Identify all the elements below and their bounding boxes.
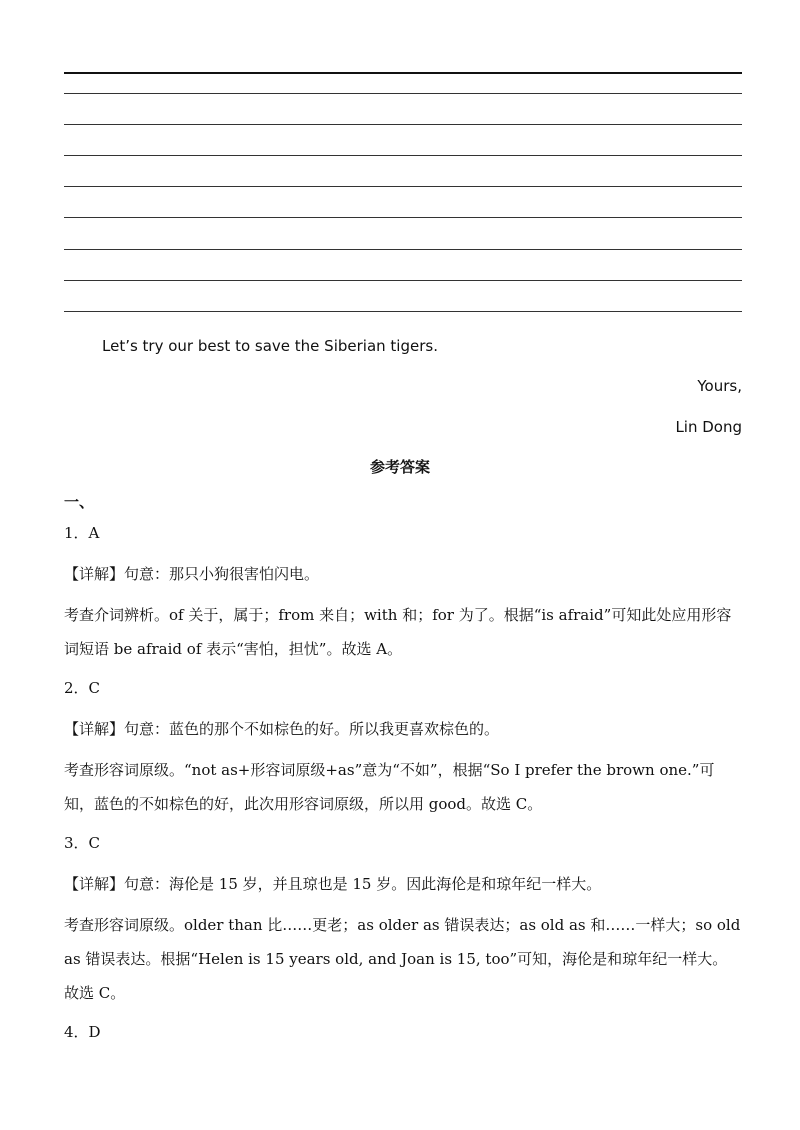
- answer-number: 3．C: [64, 834, 101, 852]
- answer-explanation: 考查介词辨析。of 关于，属于；from 来自；with 和；for 为了。根据“is afraid”可知此处应用形容词短语 be afraid of 表示“害怕，担忧”。故选 A。: [64, 606, 732, 658]
- letter-closing-line: Let’s try our best to save the Siberian tigers.: [102, 337, 438, 355]
- answer-number: 4．D: [64, 1023, 101, 1041]
- answer-detail: 【详解】句意：海伦是 15 岁，并且琼也是 15 岁。因此海伦是和琼年纪一样大。: [64, 875, 602, 893]
- answer-detail: 【详解】句意：蓝色的那个不如棕色的好。所以我更喜欢棕色的。: [64, 720, 500, 738]
- writing-line: [64, 155, 742, 156]
- writing-line: [64, 124, 742, 125]
- writing-line: [64, 217, 742, 218]
- answer-number: 1．A: [64, 524, 100, 542]
- answer-detail: 【详解】句意：那只小狗很害怕闪电。: [64, 565, 320, 583]
- writing-line: [64, 72, 742, 74]
- answers-title: 参考答案: [369, 458, 430, 476]
- writing-line: [64, 93, 742, 94]
- answer-explanation: 考查形容词原级。“not as+形容词原级+as”意为“不如”，根据“So I prefer the brown one.”可知，蓝色的不如棕色的好，此次用形容词原级，所以用 good。故选 C。: [64, 761, 715, 813]
- writing-line: [64, 311, 742, 312]
- writing-line: [64, 280, 742, 281]
- letter-signature: Lin Dong: [675, 418, 742, 436]
- answer-explanation: 考查形容词原级。older than 比……更老；as older as 错误表达；as old as 和……一样大；so old as 错误表达。根据“Helen is 15 years old, and Joan is 15, too”可知，海伦是和琼年纪一样大。故选 C。: [64, 916, 741, 1002]
- section-heading: 一、: [64, 493, 95, 511]
- answer-number: 2．C: [64, 679, 101, 697]
- writing-line: [64, 249, 742, 250]
- writing-line: [64, 186, 742, 187]
- letter-yours: Yours,: [697, 377, 742, 395]
